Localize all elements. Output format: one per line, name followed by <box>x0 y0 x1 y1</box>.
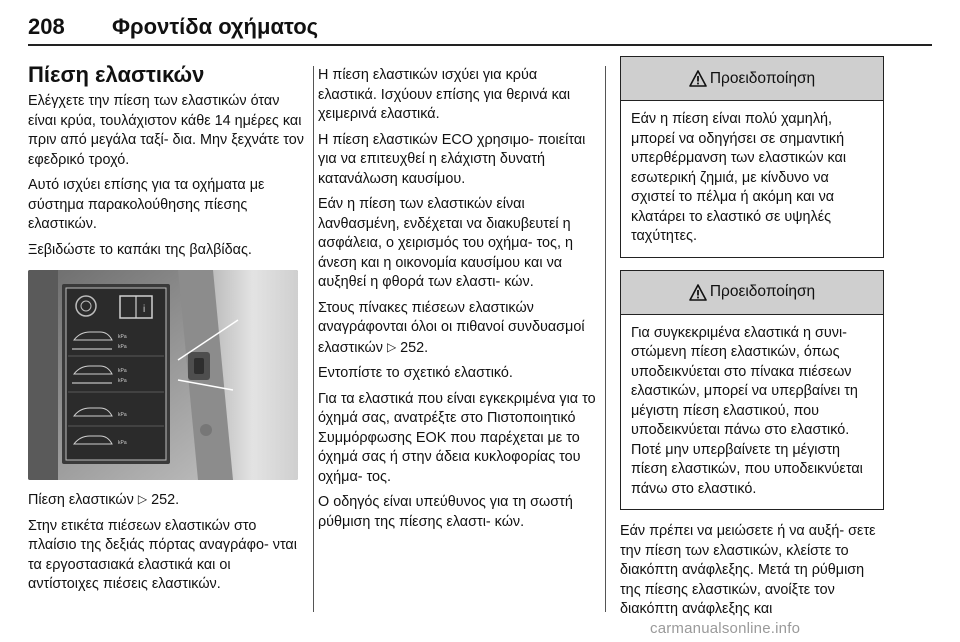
page-number: 208 <box>28 14 65 39</box>
paragraph <box>318 299 598 359</box>
warning-title: Προειδοποίηση <box>709 69 816 87</box>
warning-box <box>620 56 884 258</box>
paragraph: Η πίεση ελαστικών ECO χρησιμο- ποιείται για να επιτευχθεί η ελάχιστη δυνατή κατανάλωση καυσίμου. <box>318 131 586 187</box>
pressure-unit-label: kPa <box>118 368 127 374</box>
section-title: Πίεση ελαστικών <box>28 62 205 87</box>
tire-pressure-label-photo <box>28 270 298 480</box>
paragraph: Ελέγχετε την πίεση των ελαστικών όταν είναι κρύα, τουλάχιστον κάθε 14 ημέρες και πριν από μεγάλα ταξί- δια. Μην ξεχνάτε τον εφεδρικό τροχό. <box>28 93 304 168</box>
watermark: carmanualsonline.info <box>650 620 801 637</box>
paragraph: Εντοπίστε το σχετικό ελαστικό. <box>318 365 513 381</box>
pressure-unit-label: kPa <box>118 440 127 446</box>
column-divider <box>605 66 606 612</box>
paragraph <box>28 490 304 511</box>
paragraph: Ο οδηγός είναι υπεύθυνος για τη σωστή ρύθμιση της πίεσης ελαστι- κών. <box>318 494 573 530</box>
chapter-title: Φροντίδα οχήματος <box>112 14 319 39</box>
header-rule <box>28 44 932 46</box>
warning-text: Για συγκεκριμένα ελαστικά η συνι- στώμενη πίεση ελαστικών, όπως υποδεικνύεται στο πίνακα πιέσεων ελαστικών, μπορεί να υπερβαίνει τη μέγιστη πίεση ελαστικού, που υποδεικνύεται πάνω στο ελαστικό. Ποτέ μην υπερβαίνετε τη μέγιστη πίεση ελαστικών, που υποδεικνύεται πάνω στο ελαστικό. <box>631 324 863 497</box>
page-ref[interactable]: 252. <box>151 492 180 508</box>
pressure-unit-label: kPa <box>118 412 127 418</box>
column-1 <box>28 54 304 601</box>
paragraph: Εάν πρέπει να μειώσετε ή να αυξή- σετε την πίεση των ελαστικών, κλείστε το διακόπτη ανάφλεξης. Μετά τη ρύθμιση της πίεσης ελαστικών, ανοίξτε τον διακόπτη ανάφλεξης και <box>620 523 876 617</box>
page-ref-icon: ▷ <box>137 492 148 506</box>
warning-box <box>620 270 884 511</box>
inline-text: Πίεση ελαστικών <box>28 492 134 508</box>
page-header <box>28 14 318 40</box>
warning-header <box>621 57 883 101</box>
inline-text: Στους πίνακες πιέσεων ελαστικών αναγράφονται όλοι οι πιθανοί συνδυασμοί ελαστικών <box>318 299 585 356</box>
warning-triangle-icon <box>689 284 707 301</box>
warning-title: Προειδοποίηση <box>709 283 816 301</box>
paragraph: Εάν η πίεση των ελαστικών είναι λανθασμένη, ενδέχεται να διακυβευτεί η ασφάλεια, ο χειρισμός του οχήμα- τος, η άνεση και η οικονομία καυσίμου και να αυξηθεί η φθορά των ελαστι- κών. <box>318 196 573 290</box>
pressure-unit-label: kPa <box>118 378 127 384</box>
paragraph: Αυτό ισχύει επίσης για τα οχήματα με σύστημα παρακολούθησης πίεσης ελαστικών. <box>28 177 265 232</box>
svg-text:i: i <box>143 304 146 315</box>
paragraph: Ξεβιδώστε το καπάκι της βαλβίδας. <box>28 241 252 258</box>
column-divider <box>313 66 314 612</box>
page-ref-icon: ▷ <box>386 339 397 354</box>
pressure-unit-label: kPa <box>118 334 127 340</box>
column-3 <box>620 54 884 626</box>
paragraph: Στην ετικέτα πιέσεων ελαστικών στο πλαίσιο της δεξιάς πόρτας αναγράφο- νται τα εργοστασιακά ελαστικά και οι αντίστοιχες πιέσεις ελαστικών. <box>28 517 297 592</box>
page-ref[interactable]: 252. <box>400 339 429 356</box>
warning-text: Εάν η πίεση είναι πολύ χαμηλή, μπορεί να οδηγήσει σε σημαντική υπερθέρμανση των ελαστικών και εσωτερική ζημιά, με κίνδυνο να σχιστεί το πέλμα ή ακόμη και να κλατάρει το ελαστικό σε υψηλές ταχύτητες. <box>631 111 847 244</box>
paragraph: Η πίεση ελαστικών ισχύει για κρύα ελαστικά. Ισχύουν επίσης για θερινά και χειμερινά ελαστικά. <box>318 67 571 122</box>
paragraph: Για τα ελαστικά που είναι εγκεκριμένα για το όχημά σας, ανατρέξτε στο Πιστοποιητικό Συμμόρφωσης ΕΟΚ που παρέχεται με το όχημά σας ή στην άδεια κυκλοφορίας του οχήμα- τος. <box>318 390 596 485</box>
warning-header <box>621 271 883 315</box>
column-2 <box>318 66 598 538</box>
warning-triangle-icon <box>689 70 707 87</box>
pressure-unit-label: kPa <box>118 344 127 350</box>
